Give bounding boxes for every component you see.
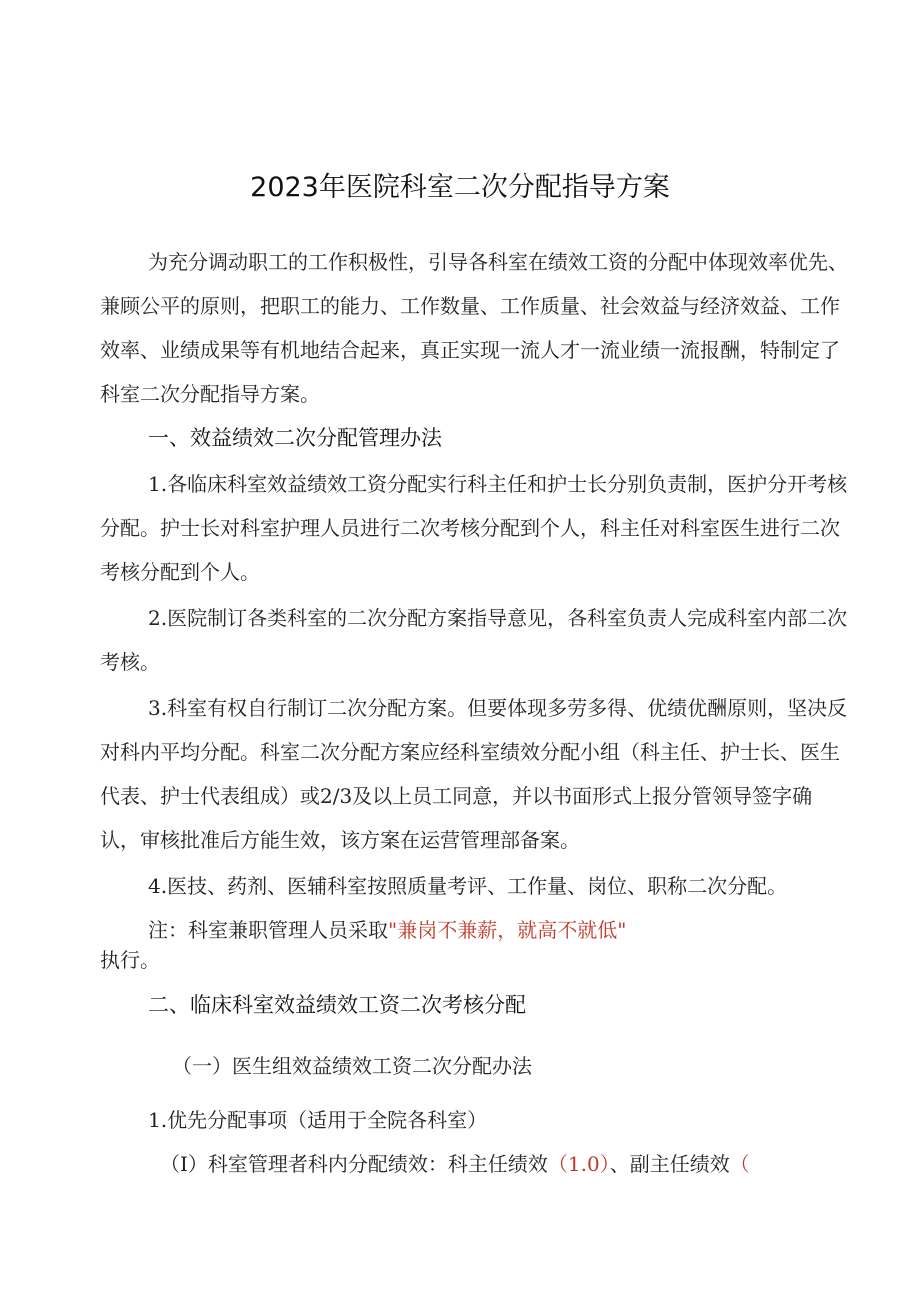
section-1-item-2: 2.医院制订各类科室的二次分配方案指导意见，各科室负责人完成科室内部二次考核。 — [100, 606, 848, 674]
section-1-item-4: 4.医技、药剂、医辅科室按照质量考评、工作量、岗位、职称二次分配。 — [148, 874, 788, 898]
note-line — [148, 910, 626, 950]
subsection-1-heading: （一）医生组效益绩效工资二次分配办法 — [172, 1054, 532, 1078]
note-highlight: "兼岗不兼薪，就高不就低" — [388, 918, 627, 942]
manager-allocation-mid: 、副主任绩效 — [609, 1152, 730, 1176]
manager-allocation-prefix: （I）科室管理者科内分配绩效：科主任绩效 — [160, 1152, 548, 1176]
director-coefficient: （1.0） — [547, 1152, 610, 1176]
note-suffix: 执行。 — [100, 948, 160, 972]
subsection-1-item-1: 1.优先分配事项（适用于全院各科室） — [148, 1108, 488, 1132]
section-1-item-1: 1.各临床科室效益绩效工资分配实行科主任和护士长分别负责制，医护分开考核分配。护士长对科室护理人员进行二次考核分配到个人，科主任对科室医生进行二次考核分配到个人。 — [100, 472, 848, 584]
document-title: 2023年医院科室二次分配指导方案 — [250, 172, 670, 203]
manager-allocation-line — [160, 1144, 750, 1184]
intro-paragraph: 为充分调动职工的工作积极性，引导各科室在绩效工资的分配中体现效率优先、兼顾公平的原则，把职工的能力、工作数量、工作质量、社会效益与经济效益、工作效率、业绩成果等有机地结合起来，真正实现一流人才一流业绩一流报酬，特制定了科室二次分配指导方案。 — [100, 250, 848, 406]
section-2-heading: 二、临床科室效益绩效工资二次考核分配 — [148, 993, 526, 1017]
deputy-coefficient-open: （ — [729, 1152, 750, 1176]
note-prefix: 注：科室兼职管理人员采取 — [148, 918, 388, 942]
section-1-heading: 一、效益绩效二次分配管理办法 — [148, 426, 442, 450]
section-1-item-3: 3.科室有权自行制订二次分配方案。但要体现多劳多得、优绩优酬原则，坚决反对科内平均分配。科室二次分配方案应经科室绩效分配小组（科主任、护士长、医生代表、护士代表组成）或2/3及以上员工同意，并以书面形式上报分管领导签字确认，审核批准后方能生效，该方案在运营管理部备案。 — [100, 696, 848, 852]
